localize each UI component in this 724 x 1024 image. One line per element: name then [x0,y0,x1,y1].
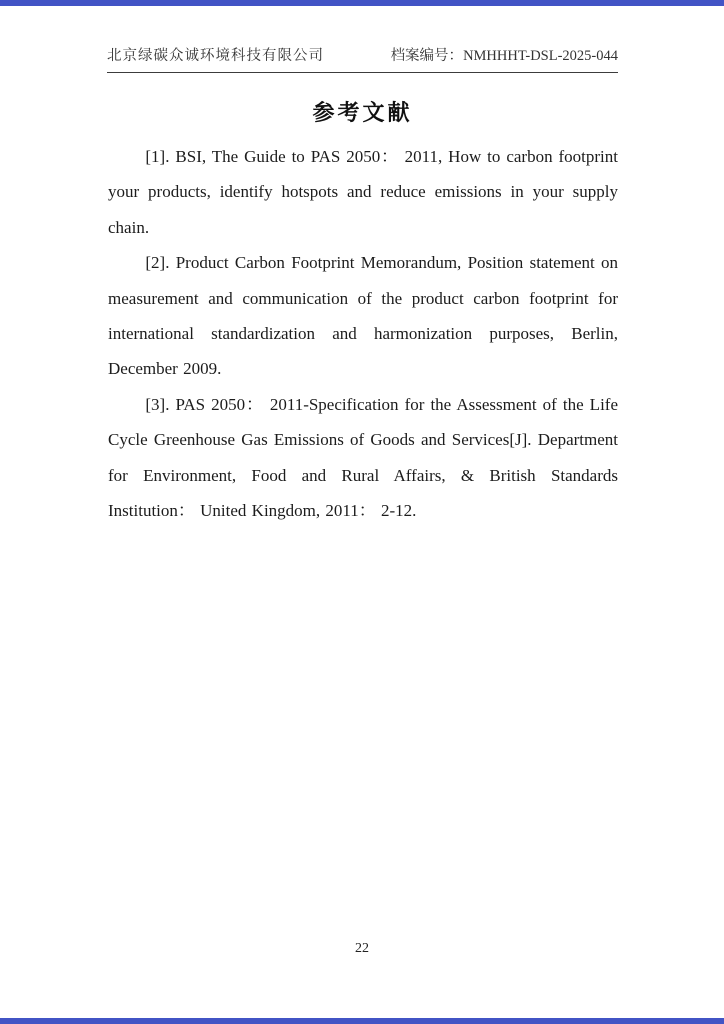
page-header [107,44,618,73]
bottom-edge-bar [0,1018,724,1024]
top-edge-bar [0,0,724,6]
page-title: 参考文献 [312,100,413,125]
header-company-name: 北京绿碳众诚环境科技有限公司 [107,48,324,64]
header-doc-number: NMHHHT-DSL-2025-044 [463,48,618,64]
header-doc-label: 档案编号： [390,48,464,64]
page-number: 22 [355,941,369,956]
reference-item-2: [2]. Product Carbon Footprint Memorandum, Position statement on measurement and communication of the product carbon footprint for international standardization and harmonization purposes, Berlin, December 2009. [108,253,618,379]
reference-item-1: [1]. BSI, The Guide to PAS 2050： 2011, How to carbon footprint your products, identify hotspots and reduce emissions in your supply chain. [108,147,618,237]
reference-item-3: [3]. PAS 2050： 2011-Specification for the Assessment of the Life Cycle Greenhouse Gas Emissions of Goods and Services[J]. Department for Environment, Food and Rural Affairs, & British Standards Institution： United Kingdom, 2011： 2-12. [108,394,618,521]
reference-list [108,139,618,528]
header-doc-id [391,44,618,65]
